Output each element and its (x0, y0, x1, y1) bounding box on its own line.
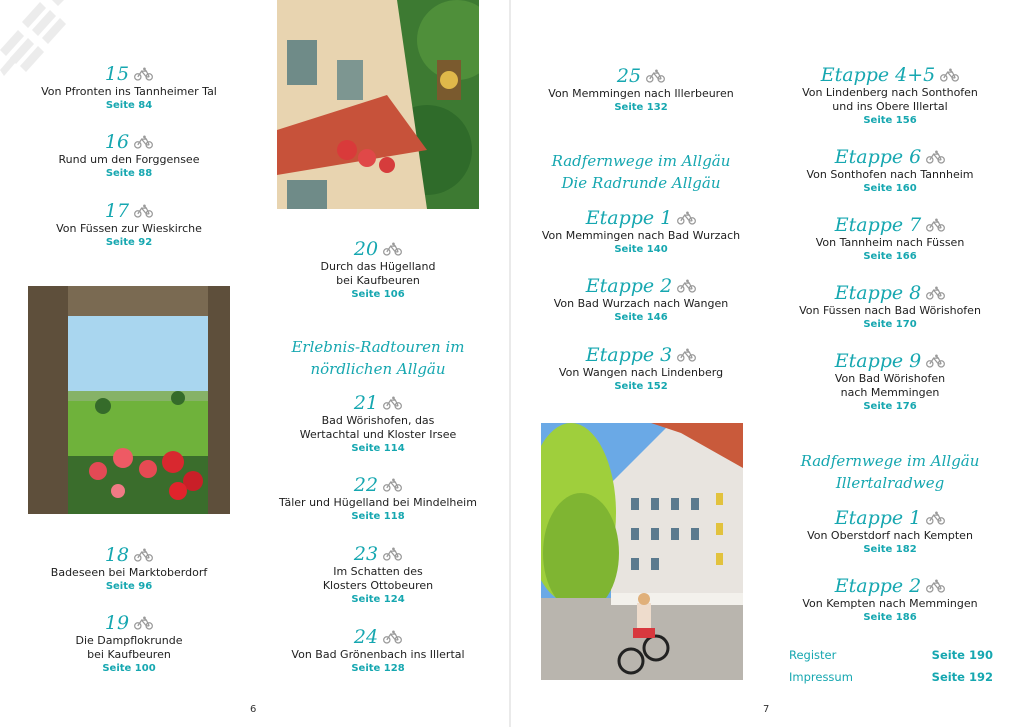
tour-number: 25 (617, 65, 665, 87)
toc-entry-18[interactable] (28, 544, 230, 594)
tour-number: 17 (105, 200, 153, 222)
tour-title-line2: nach Memmingen (840, 386, 940, 399)
page-ref: Seite 124 (351, 594, 405, 605)
photo-town-cyclist (541, 423, 743, 680)
bicycle-icon (134, 548, 153, 562)
tour-title: Von Memmingen nach Illerbeuren (548, 87, 734, 100)
page-ref: Seite 160 (863, 183, 917, 194)
page-ref: Seite 106 (351, 289, 405, 300)
page-number-left: 6 (250, 704, 257, 715)
bicycle-icon (926, 150, 945, 164)
tour-title: Bad Wörishofen, das (321, 414, 435, 427)
page-ref: Seite 114 (351, 443, 405, 454)
book-spine (509, 0, 511, 727)
tour-number: 24 (354, 626, 402, 648)
register-label: Register (789, 648, 837, 662)
bicycle-icon (134, 616, 153, 630)
tour-number: 23 (354, 543, 402, 565)
tour-title: Von Tannheim nach Füssen (815, 236, 965, 249)
photo-window-view (28, 286, 230, 514)
page-ref: Seite 176 (863, 401, 917, 412)
tour-number: Etappe 1 (586, 207, 697, 229)
bicycle-icon (383, 630, 402, 644)
tour-number: Etappe 6 (835, 146, 946, 168)
tour-number: Etappe 2 (835, 575, 946, 597)
bicycle-icon (926, 286, 945, 300)
tour-title-line2: Wertachtal und Kloster Irsee (299, 428, 457, 441)
toc-entry-etappe-7[interactable] (782, 214, 998, 264)
bicycle-icon (940, 68, 959, 82)
bicycle-icon (926, 579, 945, 593)
tour-number: Etappe 8 (835, 282, 946, 304)
tour-title: Täler und Hügelland bei Mindelheim (279, 496, 477, 509)
tour-title: Von Bad Wörishofen (834, 372, 946, 385)
tour-number: Etappe 1 (835, 507, 946, 529)
register-link[interactable] (789, 647, 993, 663)
page-ref: Seite 92 (105, 237, 153, 248)
page-number-right: 7 (763, 704, 770, 715)
toc-entry-17[interactable] (28, 200, 230, 250)
bicycle-icon (926, 354, 945, 368)
page-ref: Seite 88 (105, 168, 153, 179)
tour-title: Durch das Hügelland (320, 260, 436, 273)
bicycle-icon (926, 218, 945, 232)
tour-title: Von Bad Wurzach nach Wangen (553, 297, 729, 310)
tour-number: Etappe 7 (835, 214, 946, 236)
toc-entry-15[interactable] (28, 63, 230, 113)
tour-number: Etappe 2 (586, 275, 697, 297)
bicycle-icon (134, 204, 153, 218)
toc-entry-etappe-2[interactable] (533, 275, 749, 325)
page-ref: Seite 96 (105, 581, 153, 592)
tour-title-line2: und ins Obere Illertal (832, 100, 948, 113)
tour-title: Von Memmingen nach Bad Wurzach (541, 229, 741, 242)
tour-title: Badeseen bei Marktoberdorf (50, 566, 208, 579)
tour-number: Etappe 9 (835, 350, 946, 372)
page-ref: Seite 146 (614, 312, 668, 323)
bicycle-icon (926, 511, 945, 525)
bicycle-icon (646, 69, 665, 83)
tour-title: Von Füssen zur Wieskirche (56, 222, 202, 235)
tour-title: Von Wangen nach Lindenberg (558, 366, 724, 379)
tour-title: Von Bad Grönenbach ins Illertal (291, 648, 465, 661)
page-ref: Seite 84 (105, 100, 153, 111)
register-page: Seite 190 (931, 648, 993, 662)
tour-title: Im Schatten des (333, 565, 423, 578)
toc-entry-etappe-8[interactable] (782, 282, 998, 332)
tour-number: 16 (105, 131, 153, 153)
page-ref: Seite 132 (614, 102, 668, 113)
toc-entry-etappe-4-5[interactable] (782, 64, 998, 128)
tour-number: 15 (105, 63, 153, 85)
tour-number: Etappe 4+5 (821, 64, 960, 86)
tour-number: 19 (105, 612, 153, 634)
page-ref: Seite 186 (863, 612, 917, 623)
page-ref: Seite 128 (351, 663, 405, 674)
bicycle-icon (677, 211, 696, 225)
tour-number: Etappe 3 (586, 344, 697, 366)
tour-title: Von Füssen nach Bad Wörishofen (799, 304, 981, 317)
toc-entry-22[interactable] (270, 474, 486, 524)
bicycle-icon (383, 547, 402, 561)
toc-entry-etappe-1[interactable] (533, 207, 749, 257)
tour-title: Von Sonthofen nach Tannheim (806, 168, 974, 181)
toc-entry-etappe-6[interactable] (782, 146, 998, 196)
toc-entry-etappe-3[interactable] (533, 344, 749, 394)
bicycle-icon (134, 135, 153, 149)
toc-entry-23[interactable] (270, 543, 486, 607)
page-ref: Seite 156 (863, 115, 917, 126)
page-ref: Seite 118 (351, 511, 405, 522)
tour-title: Von Kempten nach Memmingen (802, 597, 978, 610)
impressum-label: Impressum (789, 670, 853, 684)
toc-entry-16[interactable] (28, 131, 230, 181)
toc-entry-19[interactable] (28, 612, 230, 676)
tour-number: 22 (354, 474, 402, 496)
bicycle-icon (383, 242, 402, 256)
tour-title: Von Oberstdorf nach Kempten (807, 529, 973, 542)
toc-entry-illertal-etappe-2[interactable] (782, 575, 998, 625)
photo-house-facade (277, 0, 479, 209)
toc-entry-20[interactable] (270, 238, 486, 302)
tour-number: 21 (354, 392, 402, 414)
page-ref: Seite 182 (863, 544, 917, 555)
tour-title-line2: Klosters Ottobeuren (322, 579, 434, 592)
tour-title: Rund um den Forggensee (58, 153, 200, 166)
page-ref: Seite 140 (614, 244, 668, 255)
page-ref: Seite 170 (863, 319, 917, 330)
tour-number: 18 (105, 544, 153, 566)
impressum-page: Seite 192 (931, 670, 993, 684)
tour-title-line2: bei Kaufbeuren (336, 274, 420, 287)
impressum-link[interactable] (789, 669, 993, 685)
tour-title: Die Dampflokrunde (75, 634, 183, 647)
section-heading-radrunde: Radfernwege im Allgäu Die Radrunde Allgäu (551, 152, 731, 192)
toc-entry-24[interactable] (270, 626, 486, 676)
bicycle-icon (677, 348, 696, 362)
page-ref: Seite 166 (863, 251, 917, 262)
tour-title-line2: bei Kaufbeuren (87, 648, 171, 661)
tour-title: Von Lindenberg nach Sonthofen (802, 86, 978, 99)
bicycle-icon (134, 67, 153, 81)
toc-entry-21[interactable] (270, 392, 486, 456)
page-ref: Seite 100 (102, 663, 156, 674)
section-heading-erlebnis: Erlebnis-Radtouren im nördlichen Allgäu (291, 338, 465, 378)
toc-entry-illertal-etappe-1[interactable] (782, 507, 998, 557)
toc-entry-etappe-9[interactable] (782, 350, 998, 414)
page-ref: Seite 152 (614, 381, 668, 392)
bicycle-icon (383, 396, 402, 410)
bicycle-icon (383, 478, 402, 492)
section-heading-illertal: Radfernwege im Allgäu Illertalradweg (800, 452, 980, 492)
tour-number: 20 (354, 238, 402, 260)
bicycle-icon (677, 279, 696, 293)
toc-entry-25[interactable] (533, 65, 749, 115)
tour-title: Von Pfronten ins Tannheimer Tal (41, 85, 217, 98)
